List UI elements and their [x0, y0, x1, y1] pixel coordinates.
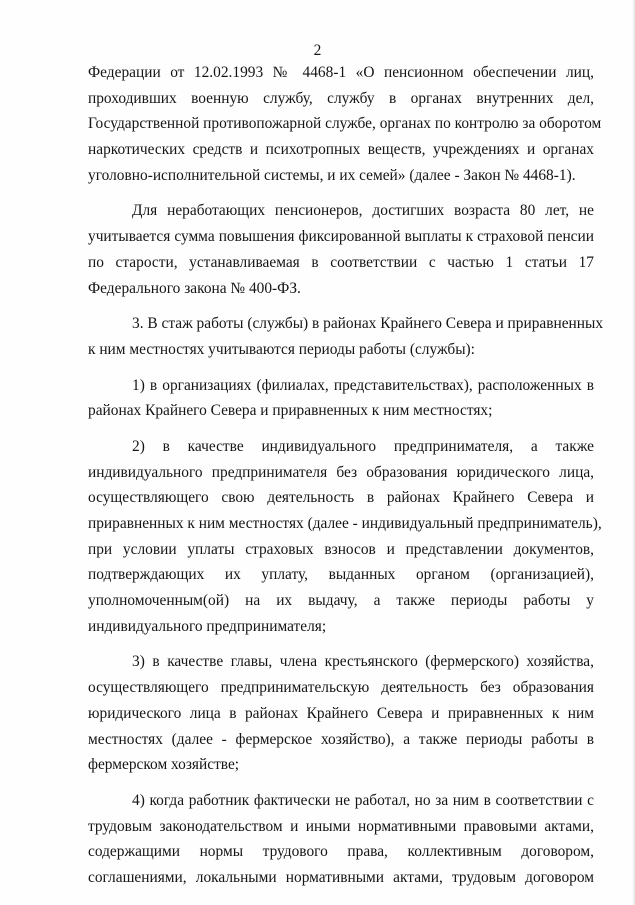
text-line: 4) когда работник фактически не работал, но за ним в соответствии с	[132, 791, 594, 809]
page-number: 2	[313, 42, 322, 59]
paragraph-subitem-3	[88, 649, 594, 777]
paragraph-subitem-2	[88, 434, 602, 640]
text-line: уполномоченным(ой) на их выдачу, а также периоды работы у	[88, 592, 594, 610]
text-line: осуществляющего свою деятельность в районах Крайнего Севера и	[88, 489, 594, 507]
text-line: трудовым законодательством и иными нормативными правовыми актами,	[88, 817, 594, 835]
text-line: юридического лица в районах Крайнего Севера и приравненных к ним	[88, 704, 594, 722]
text-line: соглашениями, локальными нормативными актами, трудовым договором	[88, 868, 594, 886]
text-line: подтверждающих их уплату, выданных органом (организацией),	[88, 566, 594, 584]
text-line: при условии уплаты страховых взносов и представлении документов,	[88, 540, 594, 558]
text-line: 3. В стаж работы (службы) в районах Крайнего Севера и приравненных	[132, 315, 604, 333]
text-line: местностях (далее - фермерское хозяйство), а также периоды работы в	[88, 730, 594, 748]
text-line: проходивших военную службу, службу в органах внутренних дел,	[88, 89, 594, 107]
text-line: наркотических средств и психотропных веществ, учреждениях и органах	[88, 141, 594, 159]
paragraph-subitem-1	[88, 373, 594, 424]
text-line: индивидуального предпринимателя;	[88, 617, 327, 635]
text-line: индивидуального предпринимателя без образования юридического лица,	[88, 463, 594, 481]
paragraph-subitem-4	[88, 788, 594, 891]
paragraph-continuation	[88, 60, 602, 188]
text-line: фермерском хозяйстве;	[88, 756, 240, 774]
text-line: Федерации от 12.02.1993 № 4468-1 «О пенсионном обеспечении лиц,	[88, 64, 594, 81]
text-line: приравненных к ним местностях (далее - индивидуальный предприниматель),	[88, 515, 602, 532]
text-line: 2) в качестве индивидуального предпринимателя, а также	[132, 437, 594, 455]
text-line: 1) в организациях (филиалах, представительствах), расположенных в	[132, 376, 594, 394]
text-line: районах Крайнего Севера и приравненных к ним местностях;	[88, 402, 493, 420]
text-line: осуществляющего предпринимательскую деятельность без образования	[88, 679, 594, 697]
text-line: Федерального закона № 400-ФЗ.	[88, 279, 301, 297]
text-line: учитывается сумма повышения фиксированной выплаты к страховой пенсии	[88, 228, 594, 246]
text-line: к ним местностях учитываются периоды работы (службы):	[88, 340, 475, 358]
text-line: Государственной противопожарной службе, органах по контролю за оборотом	[88, 115, 602, 133]
text-line: содержащими нормы трудового права, коллективным договором,	[88, 843, 594, 861]
text-line: 3) в качестве главы, члена крестьянского (фермерского) хозяйства,	[132, 653, 594, 671]
document-body	[88, 60, 604, 891]
paragraph-item-3	[88, 311, 604, 362]
text-line: по старости, устанавливаемая в соответствии с частью 1 статьи 17	[88, 253, 594, 271]
text-line: Для неработающих пенсионеров, достигших возраста 80 лет, не	[132, 202, 594, 220]
paragraph-non-working-pensioners	[88, 198, 594, 301]
text-line: уголовно-исполнительной системы, и их семей» (далее - Закон № 4468-1).	[88, 166, 576, 184]
